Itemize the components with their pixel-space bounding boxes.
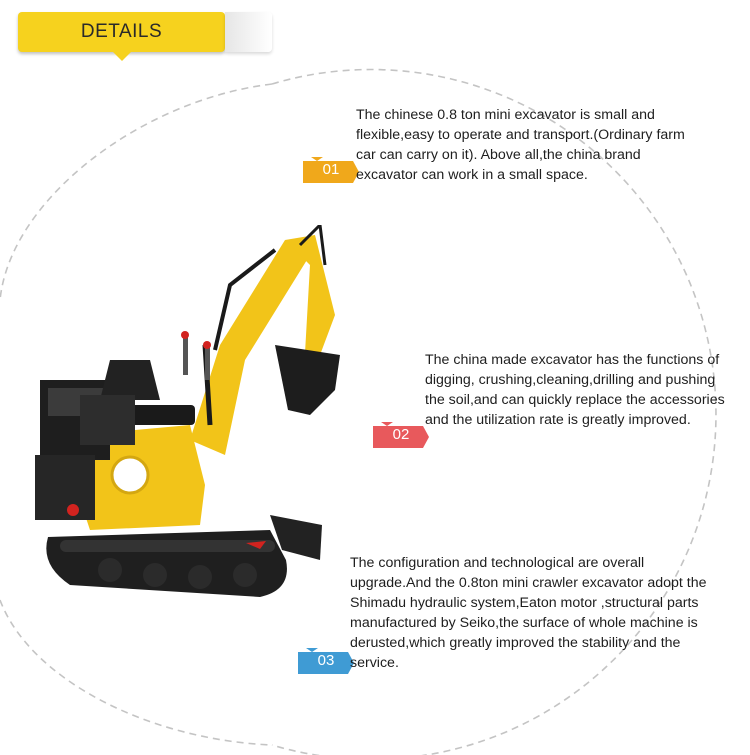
badge-01 <box>303 157 359 183</box>
badge-number: 03 <box>317 652 335 669</box>
details-title: DETAILS <box>80 21 163 42</box>
feature-text-03: The configuration and technological are overall upgrade.And the 0.8ton mini crawler excavator adopt the Shimadu hydraulic system,Eaton motor ,structural parts manufactured by Seiko,the surface of whole machine is derusted,which greatly improved the stability and the service. <box>350 555 707 671</box>
excavator-body <box>35 360 205 530</box>
badge-02 <box>373 422 429 448</box>
excavator-image <box>20 225 340 625</box>
bucket <box>275 345 340 415</box>
badge-number: 02 <box>392 426 410 443</box>
badge-number: 01 <box>322 161 340 178</box>
crawler-track <box>46 530 287 597</box>
badge-03 <box>298 648 354 674</box>
feature-text-01: The chinese 0.8 ton mini excavator is small and flexible,easy to operate and transport.(Ordinary farm car can carry on it). Above all,the china brand excavator can work in a small space. <box>356 107 685 183</box>
feature-text-02: The china made excavator has the functions of digging, crushing,cleaning,drilling and pushing the soil,and can quickly replace the accessories and the utilization rate is greatly improved. <box>425 352 725 428</box>
boom-arm <box>190 225 335 455</box>
